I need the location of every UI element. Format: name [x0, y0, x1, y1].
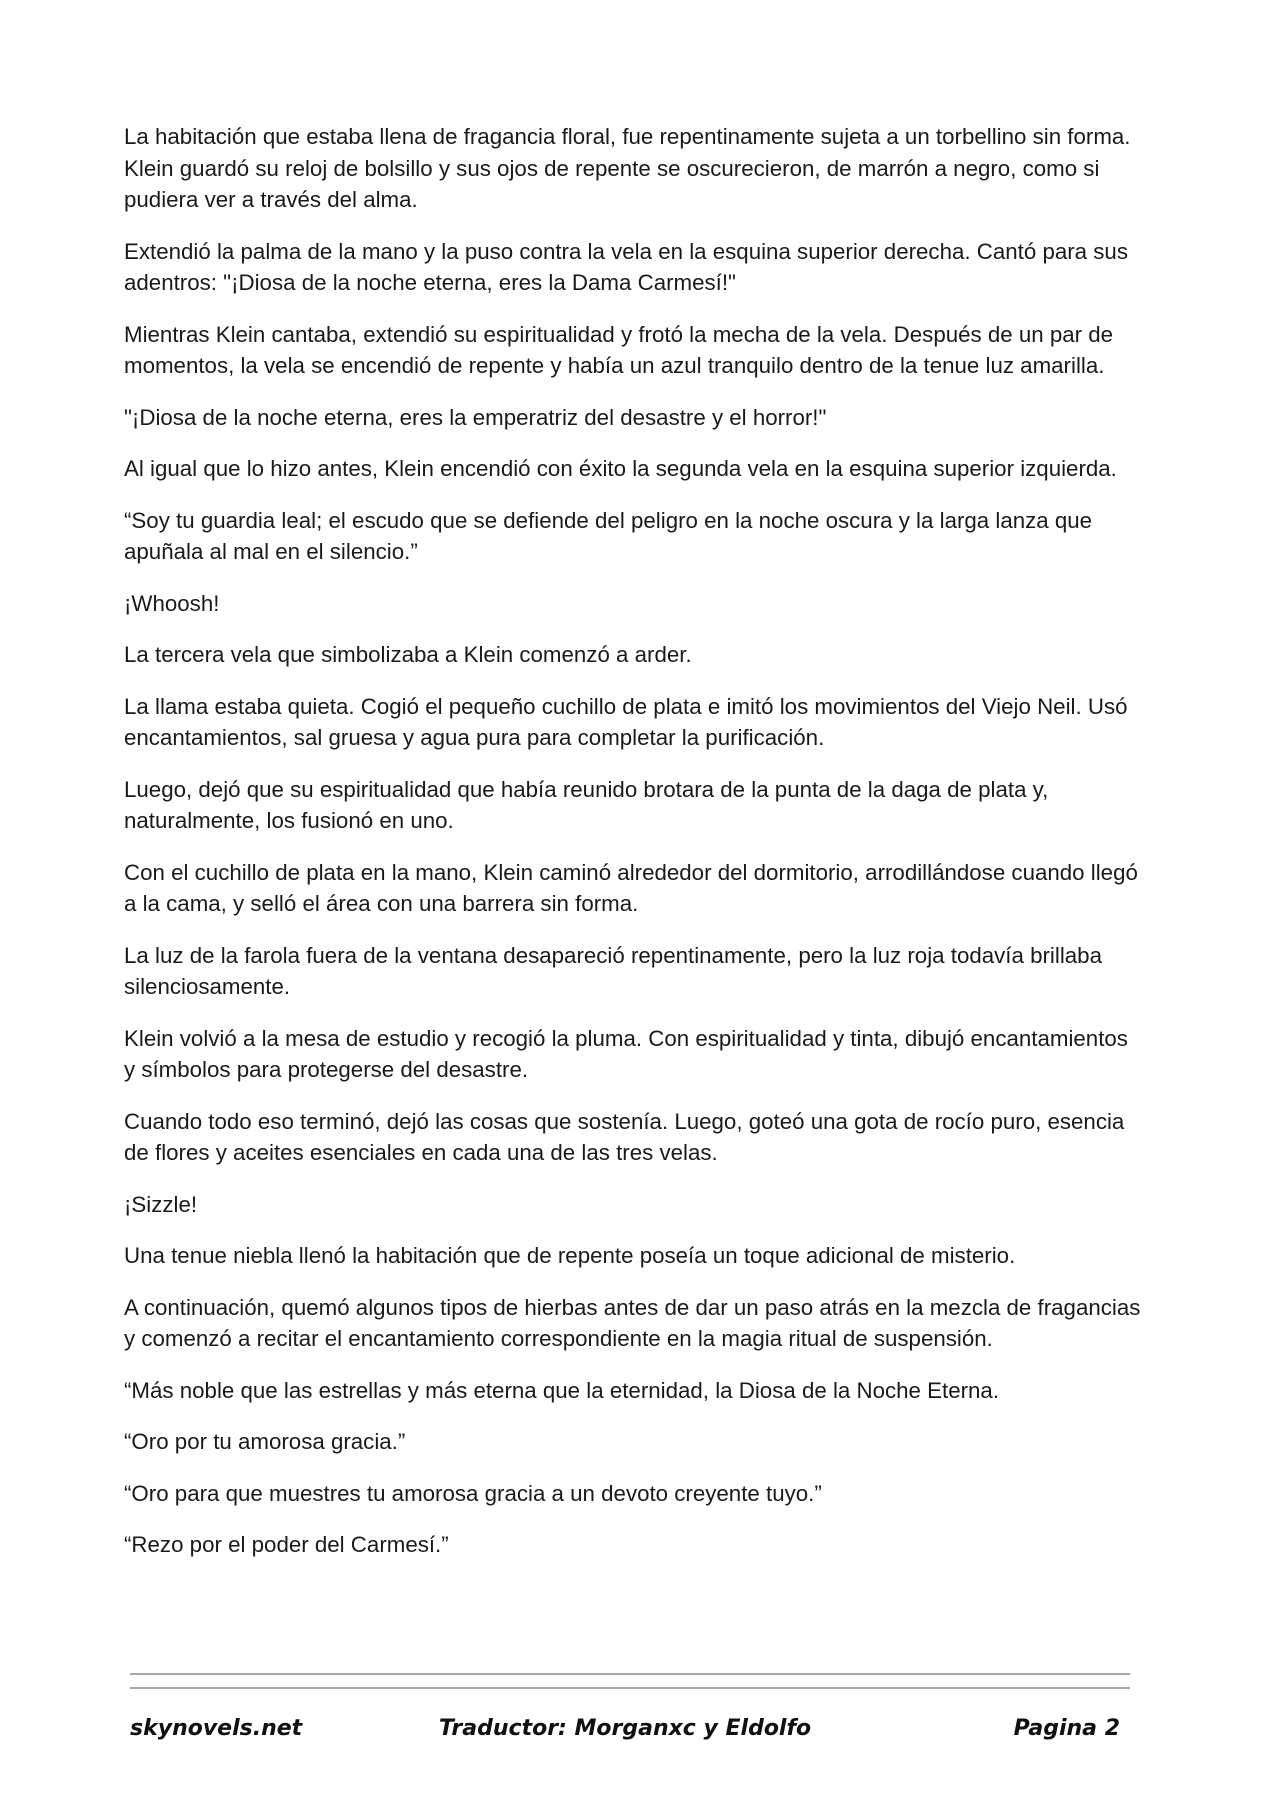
- paragraph: Al igual que lo hizo antes, Klein encendió con éxito la segunda vela en la esquina superior izquierda.: [124, 456, 1117, 481]
- paragraph: Una tenue niebla llenó la habitación que de repente poseía un toque adicional de misterio.: [124, 1243, 1016, 1268]
- paragraph: “Oro por tu amorosa gracia.”: [124, 1429, 406, 1454]
- paragraph: Con el cuchillo de plata en la mano, Klein caminó alrededor del dormitorio, arrodillándose cuando llegó a la cama, y selló el área con una barrera sin forma.: [124, 859, 1138, 916]
- page-footer: [130, 1716, 1120, 1748]
- paragraph: “Más noble que las estrellas y más eterna que la eternidad, la Diosa de la Noche Eterna.: [124, 1377, 1000, 1403]
- paragraph: Mientras Klein cantaba, extendió su espiritualidad y frotó la mecha de la vela. Después de un par de momentos, la vela se encendió de repente y había un azul tranquilo dentro de la tenue luz amarilla.: [124, 321, 1114, 378]
- paragraph: La tercera vela que simbolizaba a Klein comenzó a arder.: [124, 642, 692, 667]
- paragraph: La llama estaba quieta. Cogió el pequeño cuchillo de plata e imitó los movimientos del Viejo Neil. Usó encantamientos, sal gruesa y agua pura para completar la purificación.: [124, 693, 1128, 750]
- paragraph: Luego, dejó que su espiritualidad que había reunido brotara de la punta de la daga de plata y, naturalmente, los fusionó en uno.: [124, 776, 1049, 833]
- footer-translator: Traductor: Morganxc y Eldolfo: [438, 1716, 812, 1741]
- paragraph: “Rezo por el poder del Carmesí.”: [124, 1532, 449, 1557]
- paragraph: “Soy tu guardia leal; el escudo que se defiende del peligro en la noche oscura y la larga lanza que apuñala al mal en el silencio.”: [124, 507, 1093, 564]
- paragraph: La luz de la farola fuera de la ventana desapareció repentinamente, pero la luz roja todavía brillaba silenciosamente.: [124, 942, 1102, 999]
- paragraph: La habitación que estaba llena de fragancia floral, fue repentinamente sujeta a un torbellino sin forma. Klein guardó su reloj de bolsillo y sus ojos de repente se oscurecieron, de marrón a negro, como si pudiera ver a través del alma.: [124, 124, 1131, 212]
- paragraph: "¡Diosa de la noche eterna, eres la emperatriz del desastre y el horror!": [124, 404, 827, 430]
- paragraph: A continuación, quemó algunos tipos de hierbas antes de dar un paso atrás en la mezcla de fragancias y comenzó a recitar el encantamiento correspondiente en la magia ritual de suspensión.: [124, 1294, 1141, 1351]
- footer-page-number: Pagina 2: [1013, 1716, 1120, 1741]
- footer-rule-top: [130, 1673, 1130, 1675]
- footer-divider: [130, 1673, 1130, 1689]
- paragraph: ¡Whoosh!: [124, 590, 220, 616]
- footer-site: skynovels.net: [130, 1716, 303, 1741]
- paragraph: ¡Sizzle!: [124, 1191, 198, 1217]
- paragraph: “Oro para que muestres tu amorosa gracia a un devoto creyente tuyo.”: [124, 1480, 822, 1506]
- paragraph: Cuando todo eso terminó, dejó las cosas que sostenía. Luego, goteó una gota de rocío puro, esencia de flores y aceites esenciales en cada una de las tres velas.: [124, 1108, 1125, 1165]
- document-body: [124, 121, 1144, 1581]
- paragraph: Klein volvió a la mesa de estudio y recogió la pluma. Con espiritualidad y tinta, dibujó encantamientos y símbolos para protegerse del desastre.: [124, 1025, 1128, 1082]
- footer-rule-bottom: [130, 1687, 1130, 1689]
- paragraph: Extendió la palma de la mano y la puso contra la vela en la esquina superior derecha. Cantó para sus adentros: "¡Diosa de la noche eterna, eres la Dama Carmesí!": [124, 238, 1128, 295]
